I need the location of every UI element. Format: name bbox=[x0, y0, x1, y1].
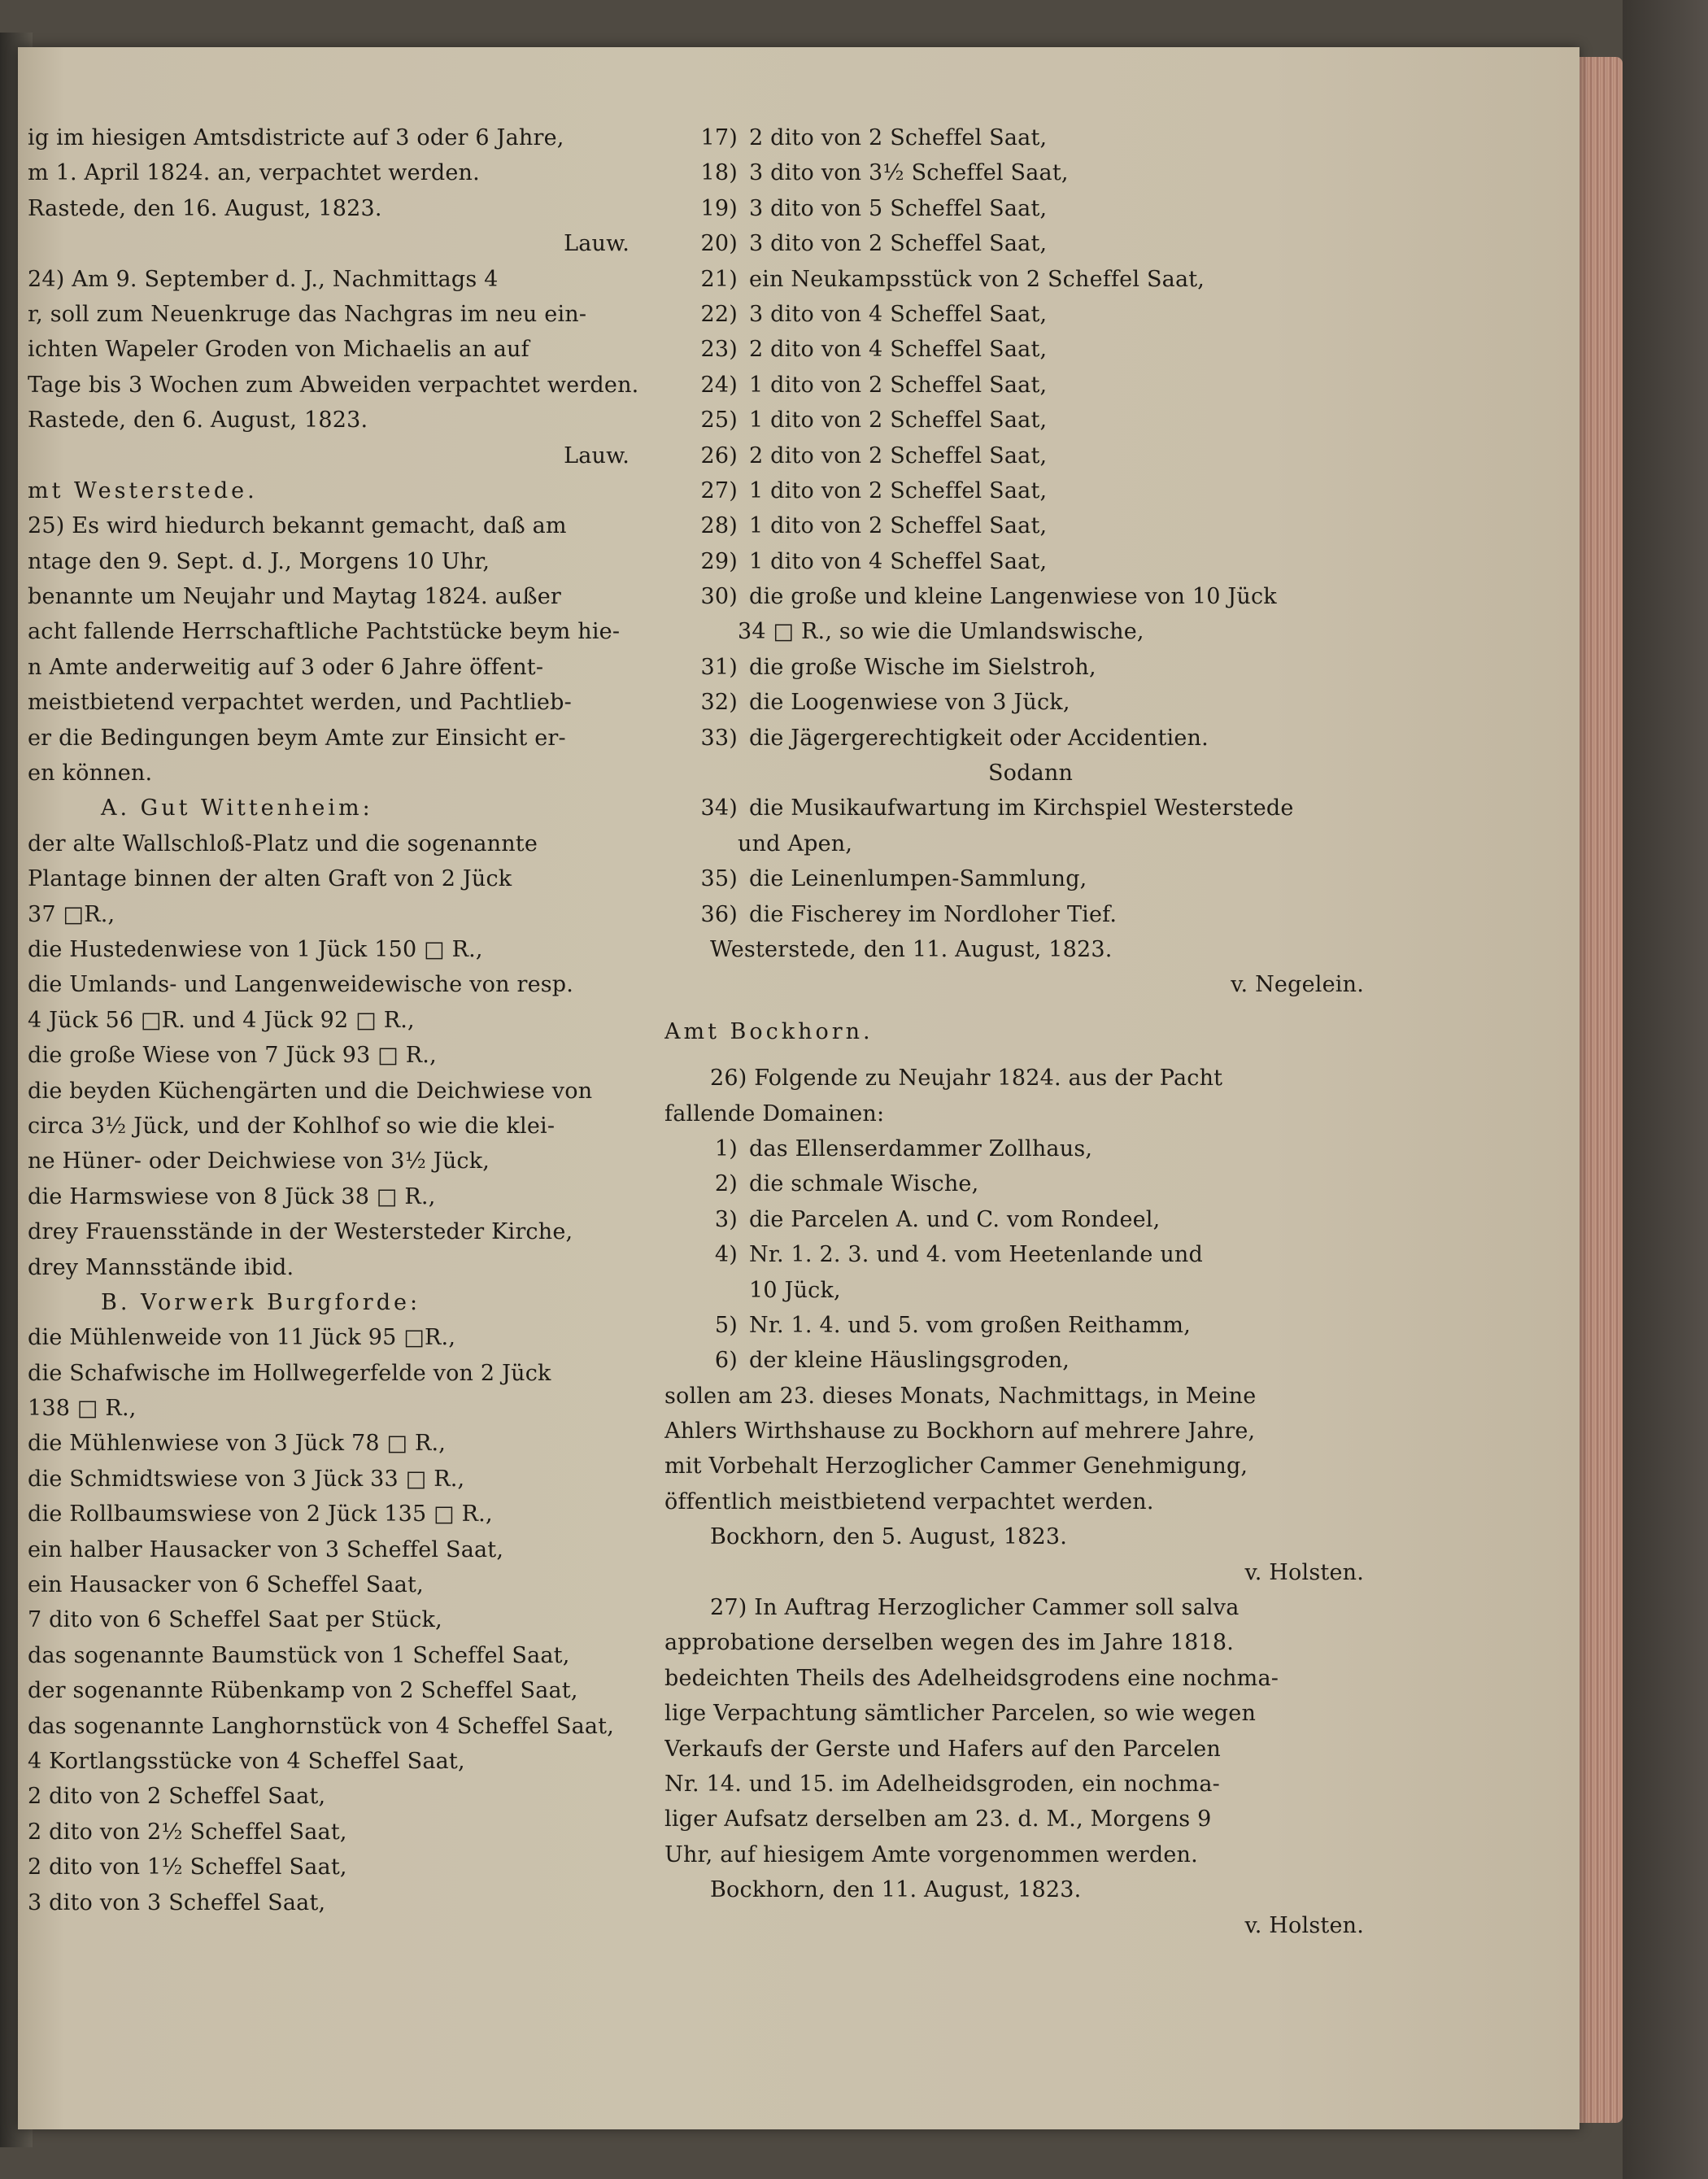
left-line: ichten Wapeler Groden von Michaelis an auf bbox=[28, 337, 529, 363]
left-column bbox=[28, 120, 662, 1920]
item-34-continuation: und Apen, bbox=[738, 830, 853, 856]
para-27-line-4: lige Verpachtung sämtlicher Parcelen, so wie wegen bbox=[664, 1701, 1257, 1727]
left-line: Plantage binnen der alten Graft von 2 Jück bbox=[28, 866, 512, 892]
item-number: 28) bbox=[700, 513, 738, 539]
page-edges bbox=[1574, 57, 1623, 2123]
left-line: A. Gut Wittenheim: bbox=[101, 795, 373, 821]
left-line: drey Mannsstände ibid. bbox=[28, 1254, 294, 1280]
item-text: die Musikaufwartung im Kirchspiel Westerstede bbox=[749, 795, 1294, 821]
left-line: 3 dito von 3 Scheffel Saat, bbox=[28, 1889, 326, 1915]
item-number: 33) bbox=[700, 725, 738, 751]
left-line: 7 dito von 6 Scheffel Saat per Stück, bbox=[28, 1607, 442, 1633]
left-line: Lauw. bbox=[564, 231, 630, 257]
item-text: die Loogenwiese von 3 Jück, bbox=[749, 690, 1070, 716]
list-item bbox=[664, 1131, 1396, 1166]
item-number: 35) bbox=[700, 866, 738, 892]
item-number: 5) bbox=[714, 1312, 738, 1338]
left-line: ein halber Hausacker von 3 Scheffel Saat, bbox=[28, 1536, 504, 1562]
para-27-line-2: approbatione derselben wegen des im Jahre 1818. bbox=[664, 1630, 1235, 1656]
sodann-heading: Sodann bbox=[987, 760, 1074, 787]
item-number: 23) bbox=[700, 337, 738, 363]
item-number: 36) bbox=[700, 901, 738, 927]
item-number: 6) bbox=[714, 1348, 738, 1374]
item-number: 30) bbox=[700, 584, 738, 610]
item-number: 25) bbox=[700, 407, 738, 434]
list-item bbox=[664, 685, 1396, 720]
item-text: 1 dito von 2 Scheffel Saat, bbox=[749, 513, 1048, 539]
list-item bbox=[664, 438, 1396, 473]
item-number: 32) bbox=[700, 690, 738, 716]
list-item bbox=[664, 1343, 1396, 1378]
list-item bbox=[664, 332, 1396, 367]
list-item bbox=[664, 791, 1396, 826]
para-26-tail-3: mit Vorbehalt Herzoglicher Cammer Genehmigung, bbox=[664, 1453, 1248, 1480]
left-line: 25) Es wird hiedurch bekannt gemacht, daß am bbox=[28, 513, 567, 539]
left-line: er die Bedingungen beym Amte zur Einsicht er- bbox=[28, 725, 566, 751]
left-line: 4 Kortlangsstücke von 4 Scheffel Saat, bbox=[28, 1748, 465, 1774]
left-line: mt Westerstede. bbox=[28, 477, 258, 503]
item-number: 1) bbox=[714, 1135, 738, 1161]
para-26-item-4-continuation: 10 Jück, bbox=[749, 1277, 841, 1303]
item-number: 19) bbox=[700, 195, 738, 221]
item-text: die große und kleine Langenwiese von 10 Jück bbox=[749, 584, 1277, 610]
para-26-tail-1: sollen am 23. dieses Monats, Nachmittags, in Meine bbox=[664, 1383, 1257, 1409]
item-number: 27) bbox=[700, 477, 738, 503]
item-number: 2) bbox=[714, 1171, 738, 1197]
left-line: 4 Jück 56 □R. und 4 Jück 92 □ R., bbox=[28, 1007, 415, 1033]
left-line: die Schmidtswiese von 3 Jück 33 □ R., bbox=[28, 1466, 465, 1492]
left-line: die Umlands- und Langenweidewische von resp. bbox=[28, 972, 574, 998]
left-line: ne Hüner- oder Deichwiese von 3½ Jück, bbox=[28, 1148, 490, 1174]
item-text: 3 dito von 2 Scheffel Saat, bbox=[749, 231, 1048, 257]
item-number: 3) bbox=[714, 1206, 738, 1232]
list-item bbox=[664, 262, 1396, 297]
list-item bbox=[664, 579, 1396, 614]
para-27-line-3: bedeichten Theils des Adelheidsgrodens eine nochma- bbox=[664, 1665, 1279, 1691]
left-line: Rastede, den 6. August, 1823. bbox=[28, 407, 368, 434]
para-26-tail-2: Ahlers Wirthshause zu Bockhorn auf mehrere Jahre, bbox=[664, 1419, 1256, 1445]
list-item bbox=[664, 1308, 1396, 1343]
left-line: ig im hiesigen Amtsdistricte auf 3 oder 6 Jahre, bbox=[28, 125, 564, 150]
item-text: 3 dito von 3½ Scheffel Saat, bbox=[749, 160, 1069, 186]
westerstede-dateline: Westerstede, den 11. August, 1823. bbox=[710, 936, 1113, 962]
bockhorn-dateline-2: Bockhorn, den 11. August, 1823. bbox=[710, 1877, 1082, 1903]
left-line: 2 dito von 1½ Scheffel Saat, bbox=[28, 1854, 347, 1880]
left-line: das sogenannte Baumstück von 1 Scheffel Saat, bbox=[28, 1642, 570, 1668]
left-line: die Hustedenwiese von 1 Jück 150 □ R., bbox=[28, 936, 483, 962]
left-line: acht fallende Herrschaftliche Pachtstücke beym hie- bbox=[28, 619, 621, 645]
item-number: 17) bbox=[700, 125, 738, 150]
item-text: 1 dito von 2 Scheffel Saat, bbox=[749, 477, 1048, 503]
left-line: meistbietend verpachtet werden, und Pachtlieb- bbox=[28, 690, 572, 716]
list-item bbox=[664, 1237, 1396, 1272]
list-item bbox=[664, 403, 1396, 438]
para-27-line-5: Verkaufs der Gerste und Hafers auf den Parcelen bbox=[664, 1736, 1222, 1762]
left-line: drey Frauensstände in der Westersteder Kirche, bbox=[28, 1219, 573, 1245]
list-item bbox=[664, 1202, 1396, 1237]
left-line: das sogenannte Langhornstück von 4 Scheffel Saat, bbox=[28, 1713, 615, 1739]
list-item bbox=[664, 544, 1396, 579]
left-line: m 1. April 1824. an, verpachtet werden. bbox=[28, 160, 480, 186]
section-heading-amt-bockhorn: Amt Bockhorn. bbox=[664, 1018, 874, 1044]
item-text: das Ellenserdammer Zollhaus, bbox=[749, 1135, 1093, 1161]
left-line: benannte um Neujahr und Maytag 1824. außer bbox=[28, 584, 561, 610]
item-text: 2 dito von 2 Scheffel Saat, bbox=[749, 125, 1048, 150]
item-text: die Fischerey im Nordloher Tief. bbox=[749, 901, 1118, 927]
list-item bbox=[664, 897, 1396, 932]
item-text: 3 dito von 4 Scheffel Saat, bbox=[749, 301, 1048, 327]
item-text: ein Neukampsstück von 2 Scheffel Saat, bbox=[749, 266, 1205, 292]
item-number: 4) bbox=[714, 1242, 738, 1268]
list-item bbox=[664, 120, 1396, 155]
list-item bbox=[664, 155, 1396, 190]
item-text: der kleine Häuslingsgroden, bbox=[749, 1348, 1070, 1374]
left-line: 2 dito von 2 Scheffel Saat, bbox=[28, 1784, 326, 1810]
left-line: die große Wiese von 7 Jück 93 □ R., bbox=[28, 1043, 437, 1069]
left-line: B. Vorwerk Burgforde: bbox=[101, 1289, 421, 1315]
list-item bbox=[664, 473, 1396, 508]
left-line: der sogenannte Rübenkamp von 2 Scheffel Saat, bbox=[28, 1678, 578, 1704]
list-item bbox=[664, 721, 1396, 756]
left-line: die Mühlenweide von 11 Jück 95 □R., bbox=[28, 1325, 456, 1351]
left-line: Tage bis 3 Wochen zum Abweiden verpachtet werden. bbox=[28, 372, 639, 398]
left-line: die Schafwische im Hollwegerfelde von 2 Jück bbox=[28, 1360, 551, 1386]
para-26-tail-4: öffentlich meistbietend verpachtet werden. bbox=[664, 1488, 1154, 1514]
left-line: en können. bbox=[28, 760, 153, 787]
item-number: 22) bbox=[700, 301, 738, 327]
item-number: 29) bbox=[700, 548, 738, 574]
item-text: die Parcelen A. und C. vom Rondeel, bbox=[749, 1206, 1161, 1232]
left-line: Rastede, den 16. August, 1823. bbox=[28, 195, 382, 221]
item-text: 1 dito von 4 Scheffel Saat, bbox=[749, 548, 1048, 574]
list-item bbox=[664, 368, 1396, 403]
item-text: Nr. 1. 2. 3. und 4. vom Heetenlande und bbox=[749, 1242, 1203, 1268]
right-column bbox=[664, 120, 1396, 1943]
item-number: 34) bbox=[700, 795, 738, 821]
list-item bbox=[664, 1166, 1396, 1201]
item-number: 18) bbox=[700, 160, 738, 186]
bockhorn-dateline-1: Bockhorn, den 5. August, 1823. bbox=[710, 1524, 1067, 1550]
list-item bbox=[664, 508, 1396, 543]
item-number: 24) bbox=[700, 372, 738, 398]
item-number: 26) bbox=[700, 442, 738, 468]
para-27-line-1: 27) In Auftrag Herzoglicher Cammer soll salva bbox=[710, 1595, 1240, 1621]
para-27-line-7: liger Aufsatz derselben am 23. d. M., Morgens 9 bbox=[664, 1806, 1212, 1833]
item-number: 31) bbox=[700, 654, 738, 680]
list-item bbox=[664, 861, 1396, 896]
bockhorn-signature-1: v. Holsten. bbox=[1244, 1559, 1364, 1585]
item-text: die große Wische im Sielstroh, bbox=[749, 654, 1096, 680]
left-line: 2 dito von 2½ Scheffel Saat, bbox=[28, 1819, 347, 1845]
left-line: n Amte anderweitig auf 3 oder 6 Jahre öffent- bbox=[28, 654, 544, 680]
item-text: die Leinenlumpen-Sammlung, bbox=[749, 866, 1087, 892]
left-line: ntage den 9. Sept. d. J., Morgens 10 Uhr, bbox=[28, 548, 490, 574]
left-line: die Mühlenwiese von 3 Jück 78 □ R., bbox=[28, 1431, 447, 1457]
item-number: 21) bbox=[700, 266, 738, 292]
para-26-line-2: fallende Domainen: bbox=[664, 1100, 885, 1127]
item-text: Nr. 1. 4. und 5. vom großen Reithamm, bbox=[749, 1312, 1191, 1338]
left-line: 37 □R., bbox=[28, 901, 115, 927]
item-text: die Jägergerechtigkeit oder Accidentien. bbox=[749, 725, 1209, 751]
left-line: die beyden Küchengärten und die Deichwiese von bbox=[28, 1078, 593, 1104]
left-line: ein Hausacker von 6 Scheffel Saat, bbox=[28, 1572, 424, 1598]
item-30-continuation: 34 □ R., so wie die Umlandswische, bbox=[738, 619, 1144, 645]
list-item bbox=[664, 191, 1396, 226]
item-text: 1 dito von 2 Scheffel Saat, bbox=[749, 372, 1048, 398]
list-item bbox=[664, 226, 1396, 261]
item-text: die schmale Wische, bbox=[749, 1171, 979, 1197]
left-line: die Rollbaumswiese von 2 Jück 135 □ R., bbox=[28, 1501, 493, 1527]
left-line: 138 □ R., bbox=[28, 1396, 137, 1422]
item-text: 1 dito von 2 Scheffel Saat, bbox=[749, 407, 1048, 434]
westerstede-signature: v. Negelein. bbox=[1231, 972, 1364, 998]
para-27-line-8: Uhr, auf hiesigem Amte vorgenommen werden. bbox=[664, 1841, 1198, 1867]
bockhorn-signature-2: v. Holsten. bbox=[1244, 1912, 1364, 1938]
left-line: 24) Am 9. September d. J., Nachmittags 4 bbox=[28, 266, 499, 292]
left-line: der alte Wallschloß-Platz und die sogenannte bbox=[28, 830, 538, 856]
para-26-line-1: 26) Folgende zu Neujahr 1824. aus der Pacht bbox=[710, 1066, 1223, 1092]
list-item bbox=[664, 650, 1396, 685]
para-27-line-6: Nr. 14. und 15. im Adelheidsgroden, ein nochma- bbox=[664, 1771, 1221, 1797]
left-line: r, soll zum Neuenkruge das Nachgras im neu ein- bbox=[28, 301, 587, 327]
item-text: 3 dito von 5 Scheffel Saat, bbox=[749, 195, 1048, 221]
item-number: 20) bbox=[700, 231, 738, 257]
left-line: die Harmswiese von 8 Jück 38 □ R., bbox=[28, 1183, 436, 1209]
list-item bbox=[664, 297, 1396, 332]
item-text: 2 dito von 4 Scheffel Saat, bbox=[749, 337, 1048, 363]
book-page bbox=[18, 47, 1579, 2129]
left-line: circa 3½ Jück, und der Kohlhof so wie die klei- bbox=[28, 1113, 556, 1139]
background-right bbox=[1623, 0, 1708, 2179]
left-line: Lauw. bbox=[564, 442, 630, 468]
item-text: 2 dito von 2 Scheffel Saat, bbox=[749, 442, 1048, 468]
